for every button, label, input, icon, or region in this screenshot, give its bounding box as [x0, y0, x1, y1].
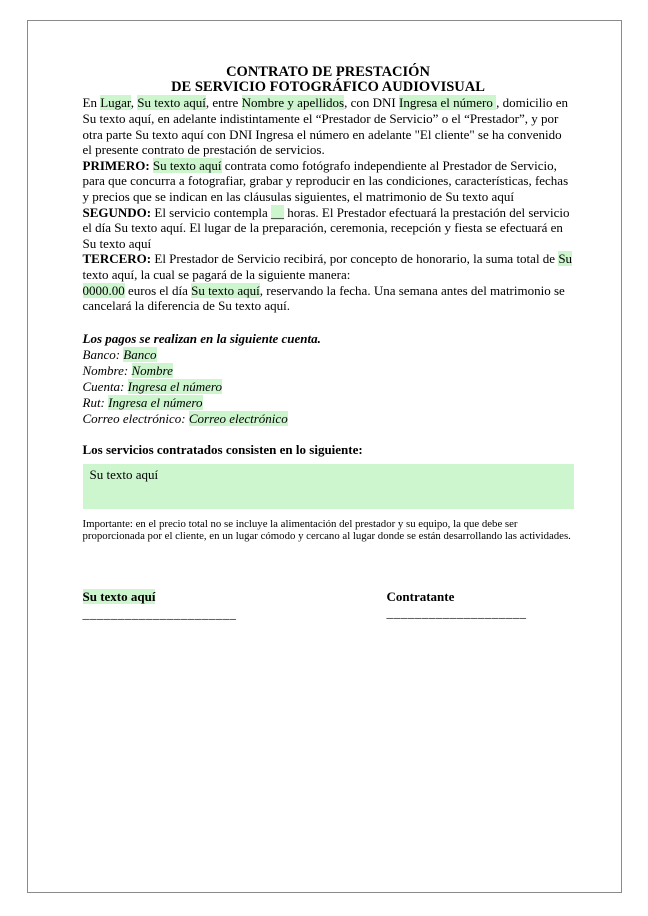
clause-tercero-payment	[83, 283, 574, 314]
text-segment: , domicilio en Su texto aquí, en adelante indistintamente el “Prestador de Servicio” o el “Prestador”, y por otra parte Su texto aquí con DNI Ingresa el número en adelante "El cliente" se ha convenido el presente contrato de prestación de servicios.	[82, 95, 568, 158]
clause-segundo	[83, 205, 574, 252]
provider-signature	[83, 589, 237, 621]
placeholder-field[interactable]: Su	[558, 251, 573, 267]
client-signature	[387, 589, 574, 621]
placeholder-field[interactable]: __	[270, 204, 284, 220]
text-segment: Rut:	[82, 394, 109, 410]
payment-line-nombre	[83, 363, 574, 379]
text-segment: contrata como fotógrafo independiente al Prestador de Servicio, para que concurra a fotografiar, grabar y reproducir en las condiciones, características, fechas y precios que se indican en las cláusulas siguientes, el matrimonio de Su texto aquí	[82, 157, 569, 204]
title-line-2: DE SERVICIO FOTOGRÁFICO AUDIOVISUAL	[171, 79, 485, 96]
text-segment: El Prestador de Servicio recibirá, por concepto de honorario, la suma total de	[154, 251, 559, 267]
text-segment: Nombre:	[82, 362, 132, 378]
placeholder-field[interactable]: 0000.00	[82, 282, 125, 298]
clause-primero	[83, 158, 574, 205]
services-placeholder-text[interactable]: Su texto aquí	[89, 466, 159, 482]
provider-signature-line: ______________________	[82, 605, 237, 621]
clause-tercero	[83, 251, 574, 282]
text-segment: texto aquí, la cual se pagará de la siguiente manera:	[82, 266, 351, 282]
payment-line-banco	[83, 347, 574, 363]
document-page	[27, 20, 622, 893]
placeholder-field[interactable]: Nombre y apellidos	[241, 95, 345, 111]
client-signature-line: ____________________	[386, 604, 527, 620]
payments-heading: Los pagos se realizan en la siguiente cuenta.	[82, 330, 321, 346]
intro-paragraph	[83, 95, 574, 157]
title-line-1: CONTRATO DE PRESTACIÓN	[226, 64, 430, 80]
placeholder-field[interactable]: Nombre	[131, 362, 173, 378]
placeholder-field[interactable]: Ingresa el número	[399, 95, 497, 111]
services-placeholder-box[interactable]	[83, 464, 574, 509]
signature-section	[83, 589, 574, 621]
text-segment: En	[82, 95, 101, 111]
payment-details	[83, 347, 574, 427]
document-content	[28, 21, 621, 621]
text-segment: TERCERO:	[82, 251, 155, 267]
provider-signature-label[interactable]: Su texto aquí	[82, 588, 156, 604]
payment-line-cuenta	[83, 379, 574, 395]
text-segment: euros el día	[124, 282, 192, 298]
placeholder-field[interactable]: Su texto aquí	[191, 282, 260, 298]
client-signature-label: Contratante	[386, 588, 455, 604]
document-title	[83, 65, 574, 95]
text-segment: ,	[130, 95, 138, 111]
text-segment: Correo electrónico:	[82, 410, 189, 426]
services-heading: Los servicios contratados consisten en lo siguiente:	[82, 441, 363, 457]
text-segment: SEGUNDO:	[82, 204, 155, 220]
placeholder-field[interactable]: Banco	[123, 346, 157, 362]
text-segment: , reservando la fecha. Una semana antes del matrimonio se cancelará la diferencia de Su texto aquí.	[82, 282, 565, 314]
text-segment: , con DNI	[344, 95, 400, 111]
placeholder-field[interactable]: Ingresa el número	[108, 394, 203, 410]
placeholder-field[interactable]: Ingresa el número	[127, 378, 222, 394]
important-note: Importante: en el precio total no se incluye la alimentación del prestador y su equipo, la que debe ser proporcionada por el cliente, en un lugar cómodo y cercano al lugar donde se están desarrollando las actividades.	[82, 517, 571, 543]
text-segment: El servicio contempla	[154, 204, 271, 220]
placeholder-field[interactable]: Correo electrónico	[188, 410, 288, 426]
placeholder-field[interactable]: Su texto aquí	[137, 95, 206, 111]
text-segment: horas. El Prestador efectuará la prestación del servicio el día Su texto aquí. El lugar de la preparación, ceremonia, recepción y fiesta se efectuará en Su texto aquí	[82, 204, 570, 251]
payment-line-rut	[83, 395, 574, 411]
placeholder-field[interactable]: Su texto aquí	[152, 157, 222, 173]
text-segment: Cuenta:	[82, 378, 128, 394]
text-segment: Banco:	[82, 346, 124, 362]
text-segment: , entre	[205, 95, 242, 111]
payment-line-correo	[83, 411, 574, 427]
text-segment: PRIMERO:	[82, 157, 153, 173]
placeholder-field[interactable]: Lugar	[100, 95, 131, 111]
